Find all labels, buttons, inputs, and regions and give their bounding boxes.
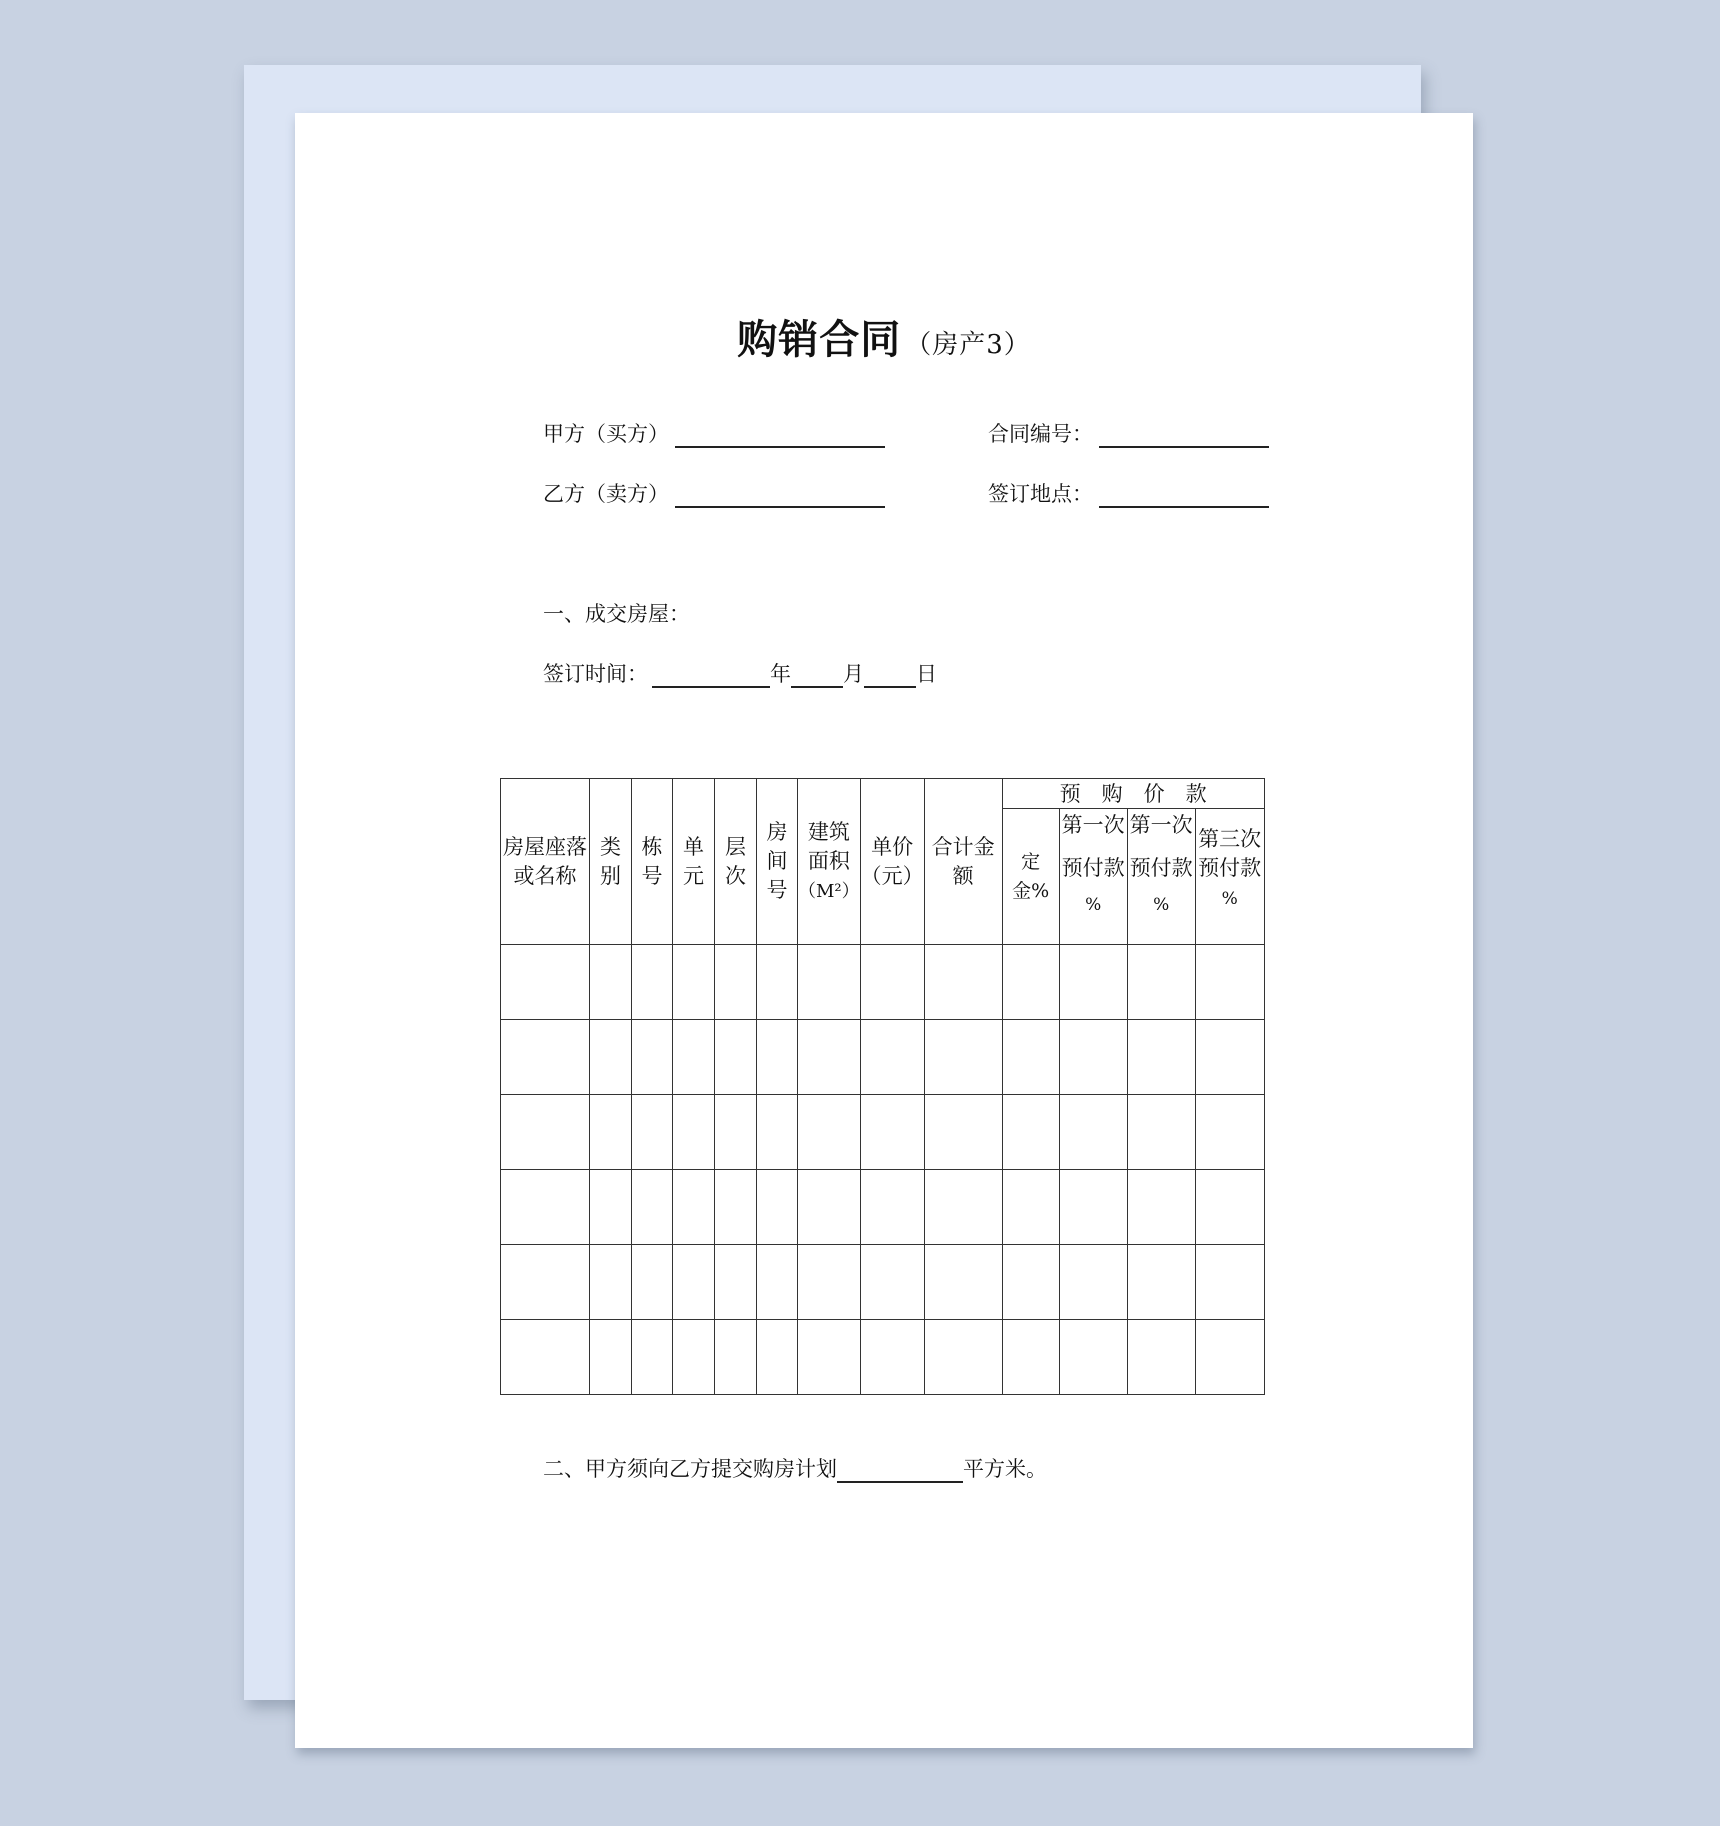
table-cell[interactable] [860,1170,924,1245]
table-cell[interactable] [715,1170,757,1245]
header-floor [715,779,757,945]
header-text: 房屋座落 [503,834,587,859]
table-cell[interactable] [501,1020,590,1095]
table-cell[interactable] [501,945,590,1020]
table-cell[interactable] [501,1320,590,1395]
table-cell[interactable] [590,1095,632,1170]
table-row [501,1320,1265,1395]
table-cell[interactable] [1002,945,1059,1020]
header-text: 预付款 [1061,856,1125,880]
header-building-no [632,779,673,945]
table-cell[interactable] [673,1245,715,1320]
table-cell[interactable] [1002,1170,1059,1245]
table-cell[interactable] [673,1095,715,1170]
table-cell[interactable] [590,1170,632,1245]
header-text: 第三次 [1198,827,1262,851]
table-cell[interactable] [924,1170,1002,1245]
table-cell[interactable] [924,1020,1002,1095]
table-cell[interactable] [924,1320,1002,1395]
table-cell[interactable] [1059,1320,1127,1395]
table-cell[interactable] [798,1245,861,1320]
header-floor-area [798,779,861,945]
sign-place-label: 签订地点： [988,482,1093,506]
table-cell[interactable] [1195,1320,1264,1395]
table-row [501,1095,1265,1170]
table-cell[interactable] [860,945,924,1020]
header-text: 第一次 [1061,813,1125,837]
table-cell[interactable] [1059,1245,1127,1320]
table-cell[interactable] [632,1320,673,1395]
header-location [501,779,590,945]
table-cell[interactable] [673,1320,715,1395]
table-cell[interactable] [757,1020,798,1095]
table-cell[interactable] [1059,1020,1127,1095]
header-text: 预付款 [1129,856,1193,880]
header-text: 第一次 [1129,813,1193,837]
header-room-no [757,779,798,945]
header-text: 合计金 [931,834,995,859]
section-2-text: 二、甲方须向乙方提交购房计划 [543,1457,837,1481]
header-deposit: 定金% [1002,809,1059,945]
year-label: 年 [770,662,791,686]
table-cell[interactable] [798,1020,861,1095]
table-cell[interactable] [860,1020,924,1095]
header-text: 或名称 [513,863,577,888]
table-cell[interactable] [757,1245,798,1320]
table-header-row-1 [501,779,1265,809]
table-cell[interactable] [590,1320,632,1395]
table-cell[interactable] [860,1245,924,1320]
table-cell[interactable] [1127,1170,1195,1245]
table-cell[interactable] [757,945,798,1020]
header-text: 额 [952,863,974,888]
table-cell[interactable] [757,1320,798,1395]
table-cell[interactable] [757,1170,798,1245]
table-cell[interactable] [673,1170,715,1245]
table-cell[interactable] [1195,1170,1264,1245]
table-cell[interactable] [1127,1245,1195,1320]
header-third-prepayment [1195,809,1264,945]
table-cell[interactable] [715,945,757,1020]
table-row [501,1245,1265,1320]
header-text: % [1153,895,1170,915]
table-cell[interactable] [860,1095,924,1170]
table-cell[interactable] [632,1245,673,1320]
seller-label: 乙方（卖方） [543,482,669,506]
table-cell[interactable] [715,1320,757,1395]
table-cell[interactable] [924,945,1002,1020]
sign-time-label: 签订时间： [543,662,648,686]
header-first-prepayment [1059,809,1127,945]
table-cell[interactable] [590,945,632,1020]
table-cell[interactable] [673,945,715,1020]
header-text: 房 [766,820,788,844]
table-cell[interactable] [501,1095,590,1170]
table-cell[interactable] [632,1020,673,1095]
header-unit-price [860,779,924,945]
table-cell[interactable] [1059,1170,1127,1245]
table-cell[interactable] [1002,1320,1059,1395]
table-cell[interactable] [1002,1245,1059,1320]
section-1-heading: 一、成交房屋： [543,602,690,626]
document-page [295,113,1473,1748]
table-cell[interactable] [632,945,673,1020]
table-cell[interactable] [590,1020,632,1095]
table-cell[interactable] [673,1020,715,1095]
sign-time-field [543,658,937,688]
table-row [501,945,1265,1020]
header-text: 元 [683,863,704,888]
year-input-line[interactable] [652,664,770,688]
table-cell[interactable] [798,1095,861,1170]
table-cell[interactable] [501,1170,590,1245]
contract-no-input-line[interactable] [1099,424,1269,448]
table-cell[interactable] [1002,1020,1059,1095]
table-cell[interactable] [798,945,861,1020]
table-cell[interactable] [860,1320,924,1395]
house-table [500,778,1265,1395]
table-cell[interactable] [632,1170,673,1245]
header-text: 号 [766,878,788,902]
table-cell[interactable] [1002,1095,1059,1170]
header-total-amount [924,779,1002,945]
table-cell[interactable] [1127,1320,1195,1395]
document-title [295,308,1473,365]
title-text: 购销合同 [737,317,902,363]
buyer-field [543,418,885,448]
header-text: 预付款 [1198,856,1262,880]
section-2-unit: 平方米。 [963,1457,1047,1481]
header-unit [673,779,715,945]
table-cell[interactable] [1059,1095,1127,1170]
header-category [590,779,632,945]
day-label: 日 [916,662,937,686]
header-text: 号 [641,863,663,888]
table-cell[interactable] [1195,1020,1264,1095]
header-text: 单 [683,834,704,859]
table-cell[interactable] [501,1245,590,1320]
table-cell[interactable] [590,1245,632,1320]
table-row [501,1020,1265,1095]
header-text: 栋 [641,834,663,859]
header-second-prepayment [1127,809,1195,945]
table-cell[interactable] [1195,1095,1264,1170]
table-cell[interactable] [798,1320,861,1395]
contract-no-label: 合同编号： [988,422,1093,446]
header-prepurchase-group: 预 购 价 款 [1002,779,1264,809]
header-text: （M²） [798,880,860,902]
table-cell[interactable] [632,1095,673,1170]
header-text: % [1085,895,1102,915]
table-cell[interactable] [924,1245,1002,1320]
header-text: （元） [860,863,924,888]
table-cell[interactable] [1127,945,1195,1020]
table-cell[interactable] [798,1170,861,1245]
seller-field [543,478,885,508]
header-text: 单价 [871,834,914,859]
header-text: 面积 [807,848,850,873]
day-input-line[interactable] [864,664,916,688]
section-2-purchase-plan [543,1453,1047,1483]
sign-place-input-line[interactable] [1099,484,1269,508]
table-cell[interactable] [715,1095,757,1170]
seller-input-line[interactable] [675,484,885,508]
header-text: 层 [725,834,746,859]
buyer-input-line[interactable] [675,424,885,448]
table-cell[interactable] [1127,1020,1195,1095]
buyer-label: 甲方（买方） [543,422,669,446]
table-cell[interactable] [1127,1095,1195,1170]
table-cell[interactable] [757,1095,798,1170]
header-text: 别 [600,863,621,888]
table-cell[interactable] [1059,945,1127,1020]
header-text: 间 [766,849,788,873]
purchase-area-input-line[interactable] [837,1459,963,1483]
table-row [501,1170,1265,1245]
month-input-line[interactable] [791,664,843,688]
month-label: 月 [843,662,864,686]
contract-no-field [988,418,1269,448]
table-cell[interactable] [1195,1245,1264,1320]
header-text: 次 [725,863,746,888]
table-cell[interactable] [924,1095,1002,1170]
table-cell[interactable] [715,1245,757,1320]
sign-place-field [988,478,1269,508]
header-text: % [1221,889,1238,909]
title-subtitle: （房产3） [905,330,1031,360]
table-cell[interactable] [715,1020,757,1095]
table-cell[interactable] [1195,945,1264,1020]
header-text: 类 [600,834,621,859]
header-text: 建筑 [807,819,850,844]
